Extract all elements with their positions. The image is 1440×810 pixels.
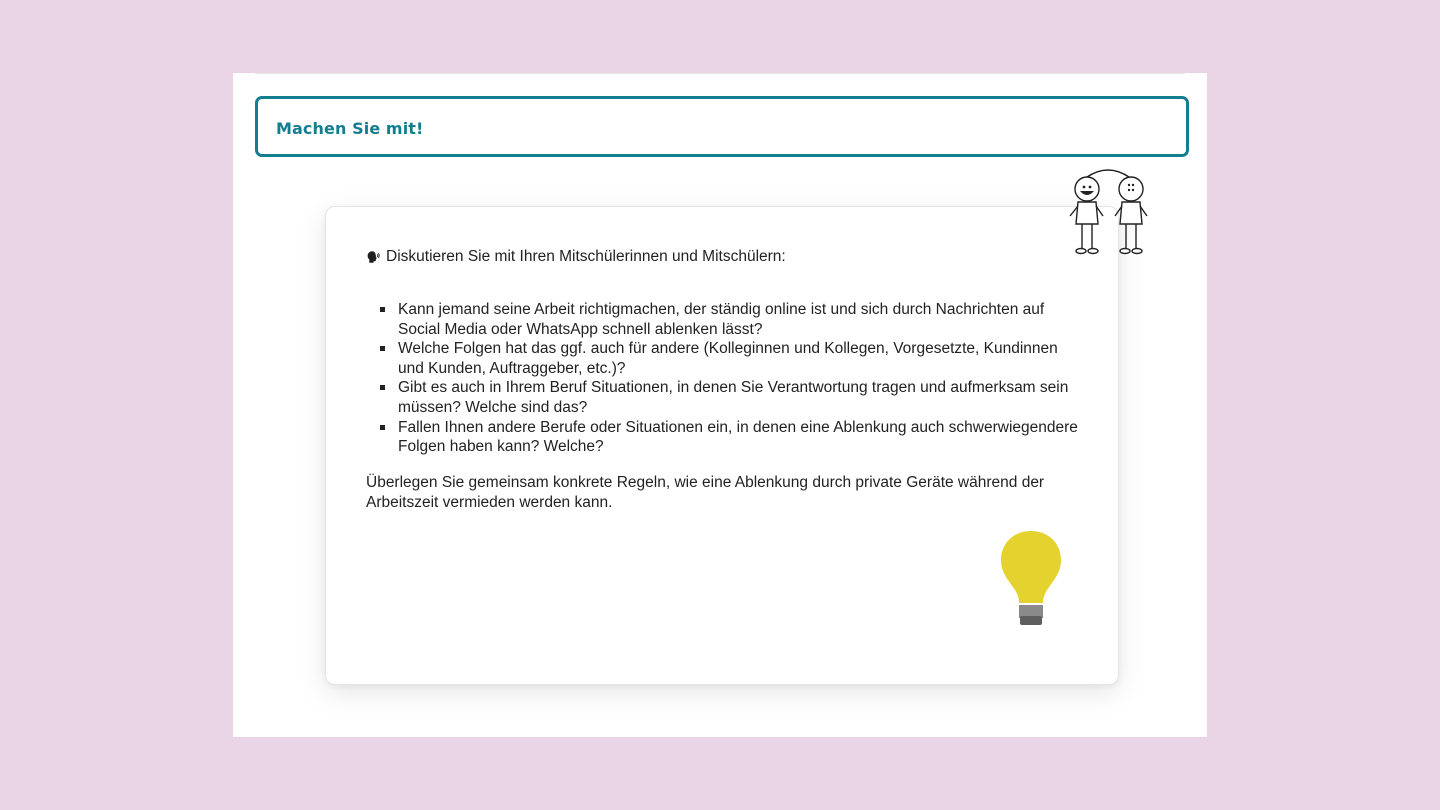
question-list	[366, 300, 1086, 457]
discussion-card	[325, 206, 1119, 685]
header-title: Machen Sie mit!	[276, 119, 424, 138]
list-item: Gibt es auch in Ihrem Beruf Situationen, in denen Sie Verantwortung tragen und aufmerksam sein müssen? Welche sind das?	[366, 378, 1086, 417]
intro-text: Diskutieren Sie mit Ihren Mitschülerinnen und Mitschülern:	[386, 248, 786, 265]
list-item: Fallen Ihnen andere Berufe oder Situationen ein, in denen eine Ablenkung auch schwerwiegendere Folgen haben kann? Welche?	[366, 418, 1086, 457]
speaking-head-icon	[366, 250, 380, 264]
list-item: Welche Folgen hat das ggf. auch für andere (Kolleginnen und Kollegen, Vorgesetzte, Kundinnen und Kunden, Auftraggeber, etc.)?	[366, 339, 1086, 378]
slide	[233, 73, 1207, 737]
header-box	[255, 96, 1189, 157]
conclusion-text: Überlegen Sie gemeinsam konkrete Regeln, wie eine Ablenkung durch private Geräte während der Arbeitszeit vermieden werden kann.	[366, 474, 1045, 511]
list-item: Kann jemand seine Arbeit richtigmachen, der ständig online ist und sich durch Nachrichten auf Social Media oder WhatsApp schnell ablenken lässt?	[366, 300, 1086, 339]
two-people-talking-icon	[1065, 169, 1155, 259]
divider	[255, 73, 1185, 74]
lightbulb-icon	[998, 529, 1064, 629]
intro-line	[366, 247, 786, 267]
